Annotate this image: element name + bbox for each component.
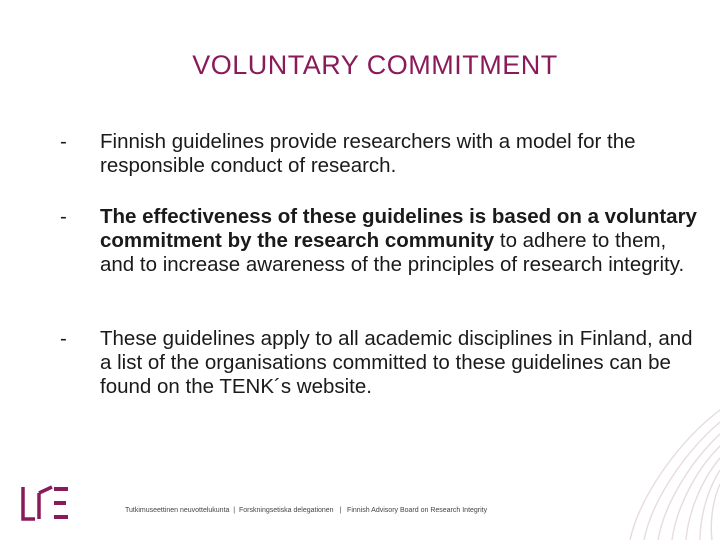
bullet-text: Finnish guidelines provide researchers with a model for the responsible conduct of research. bbox=[100, 130, 636, 177]
bullet-item-1 bbox=[60, 130, 700, 178]
bullet-dash: - bbox=[60, 205, 67, 228]
bullet-text: These guidelines apply to all academic disciplines in Finland, and a list of the organisations committed to these guidelines can be found on the TENK´s website. bbox=[100, 327, 693, 398]
tenk-logo-icon bbox=[20, 483, 70, 523]
bullet-item-3 bbox=[60, 327, 700, 399]
bullet-text bbox=[100, 205, 700, 277]
slide-title: VOLUNTARY COMMITMENT bbox=[192, 50, 558, 80]
bullet-dash: - bbox=[60, 327, 67, 350]
bullet-dash: - bbox=[60, 130, 67, 153]
bullet-rest-text: to adhere to them, and to increase awareness of the principles of research integrity. bbox=[100, 229, 685, 276]
curved-lines-decoration bbox=[560, 400, 720, 540]
bullet-strong-text: The effectiveness of these guidelines is based on a voluntary commitment by the research community bbox=[100, 205, 697, 252]
bullet-item-2 bbox=[60, 205, 700, 277]
footer-text: Tutkimuseettinen neuvottelukunta | Forskningsetiska delegationen | Finnish Advisory Board on Research Integrity bbox=[125, 507, 488, 514]
